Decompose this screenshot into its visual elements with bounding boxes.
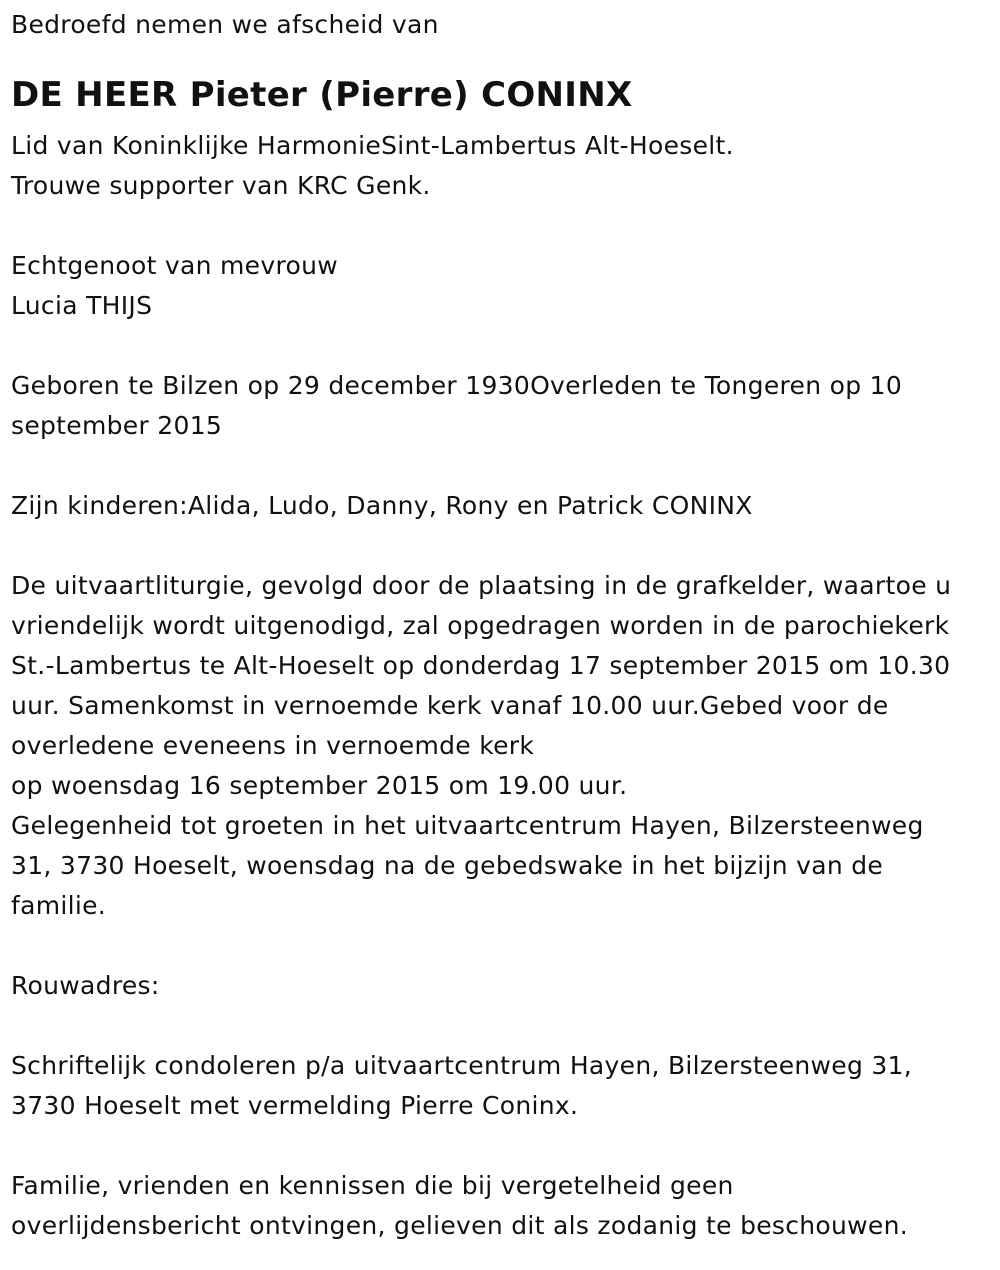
- funeral-line: overledene eveneens in vernoemde kerk: [11, 731, 535, 760]
- spacer: [11, 1006, 993, 1046]
- closing-line: Familie, vrienden en kennissen die bij vergetelheid geen: [11, 1171, 734, 1200]
- spouse-line: Echtgenoot van mevrouw: [11, 251, 338, 280]
- spacer: [11, 326, 993, 366]
- closing-line: overlijdensbericht ontvingen, gelieven dit als zodanig te beschouwen.: [11, 1211, 908, 1240]
- membership-line: Lid van Koninklijke HarmonieSint-Lambertus Alt-Hoeselt.: [11, 131, 734, 160]
- funeral-line: St.-Lambertus te Alt-Hoeselt op donderdag 17 september 2015 om 10.30: [11, 651, 951, 680]
- condolence-line: 3730 Hoeselt met vermelding Pierre Coninx.: [11, 1091, 579, 1120]
- funeral-line: 31, 3730 Hoeselt, woensdag na de gebedswake in het bijzijn van de: [11, 851, 884, 880]
- spouse-name: Lucia THIJS: [11, 291, 153, 320]
- funeral-line: De uitvaartliturgie, gevolgd door de plaatsing in de grafkelder, waartoe u: [11, 571, 952, 600]
- address-label: Rouwadres:: [11, 971, 160, 1000]
- condolence-line: Schriftelijk condoleren p/a uitvaartcentrum Hayen, Bilzersteenweg 31,: [11, 1051, 913, 1080]
- funeral-line: familie.: [11, 891, 107, 920]
- obituary-notice: [11, 5, 993, 1246]
- funeral-line: uur. Samenkomst in vernoemde kerk vanaf 10.00 uur.Gebed voor de: [11, 691, 889, 720]
- spacer: [11, 206, 993, 246]
- deceased-name: DE HEER Pieter (Pierre) CONINX: [11, 75, 633, 115]
- spacer: [11, 446, 993, 486]
- intro-line: Bedroefd nemen we afscheid van: [11, 10, 439, 39]
- birth-death-line: september 2015: [11, 411, 223, 440]
- spacer: [11, 526, 993, 566]
- funeral-line: op woensdag 16 september 2015 om 19.00 uur.: [11, 771, 628, 800]
- spacer: [11, 926, 993, 966]
- funeral-line: vriendelijk wordt uitgenodigd, zal opgedragen worden in de parochiekerk: [11, 611, 950, 640]
- funeral-line: Gelegenheid tot groeten in het uitvaartcentrum Hayen, Bilzersteenweg: [11, 811, 924, 840]
- spacer: [11, 1126, 993, 1166]
- membership-line: Trouwe supporter van KRC Genk.: [11, 171, 431, 200]
- name-block: [11, 65, 993, 126]
- children-line: Zijn kinderen:Alida, Ludo, Danny, Rony en Patrick CONINX: [11, 491, 753, 520]
- birth-death-line: Geboren te Bilzen op 29 december 1930Overleden te Tongeren op 10: [11, 371, 903, 400]
